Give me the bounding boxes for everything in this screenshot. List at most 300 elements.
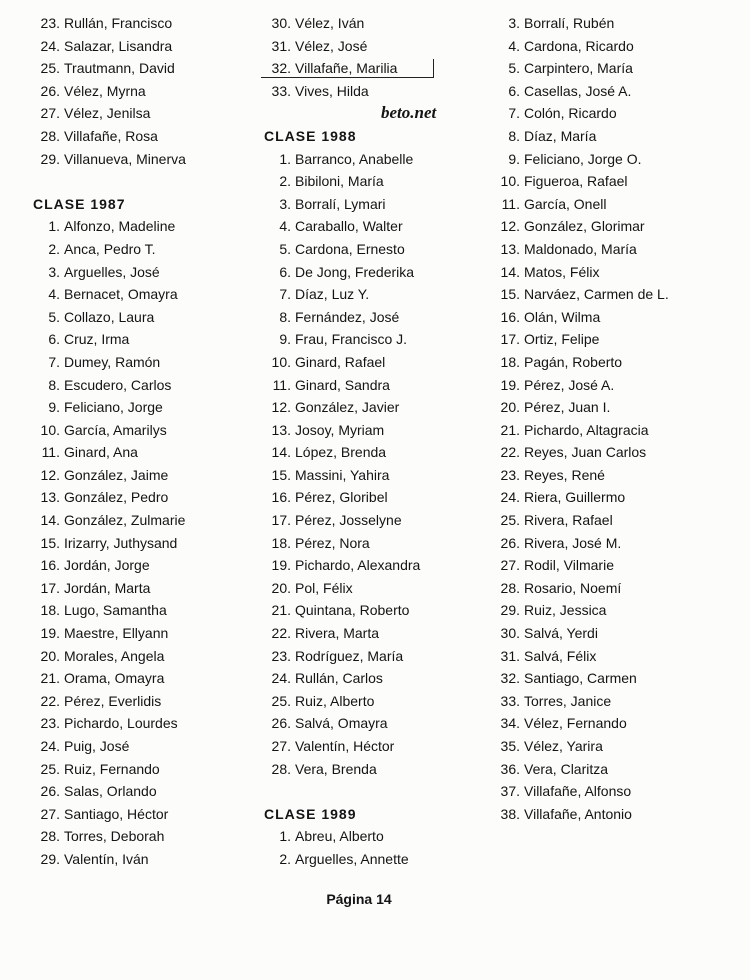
roster-entry: [490, 374, 740, 397]
entry-number: 28.: [40, 828, 60, 845]
student-name: Feliciano, Jorge: [64, 399, 163, 416]
entry-number: 9.: [48, 399, 60, 416]
entry-number: 30.: [500, 625, 520, 642]
entry-number: 19.: [271, 557, 291, 574]
entry-number: 5.: [508, 60, 520, 77]
entry-number: 22.: [271, 625, 291, 642]
entry-number: 27.: [500, 557, 520, 574]
roster-entry: [261, 690, 491, 713]
entry-number: 10.: [40, 421, 60, 438]
roster-entry: [261, 148, 491, 171]
entry-number: 4.: [508, 37, 520, 54]
student-name: Salas, Orlando: [64, 783, 157, 800]
student-name: Borralí, Rubén: [524, 15, 615, 31]
student-name: Villafañe, Alfonso: [524, 783, 632, 800]
roster-entry: [30, 238, 250, 261]
student-name: González, Jaime: [64, 466, 169, 483]
student-name: Villanueva, Minerva: [64, 150, 186, 167]
roster-entry: [490, 35, 740, 58]
entry-number: 31.: [500, 647, 520, 664]
roster-entry: [490, 690, 740, 713]
student-name: García, Amarilys: [64, 421, 167, 438]
roster-entry: [490, 419, 740, 442]
entry-number: 16.: [271, 489, 291, 506]
entry-number: 4.: [48, 286, 60, 303]
roster-entry: [30, 509, 250, 532]
student-name: Alfonzo, Madeline: [64, 218, 176, 235]
student-name: Collazo, Laura: [64, 308, 155, 325]
roster-entry: [490, 396, 740, 419]
student-name: Pichardo, Lourdes: [64, 715, 178, 732]
student-name: Reyes, Juan Carlos: [524, 444, 647, 461]
student-name: Arguelles, José: [64, 263, 160, 280]
student-name: García, Onell: [524, 195, 607, 212]
entry-number: 1.: [48, 218, 60, 235]
student-name: Pol, Félix: [295, 579, 353, 596]
roster-entry: [490, 170, 740, 193]
student-name: Reyes, René: [524, 466, 605, 483]
student-name: Pérez, Gloribel: [295, 489, 388, 506]
student-name: Vélez, Myrna: [64, 82, 146, 99]
entry-number: 17.: [271, 512, 291, 529]
student-name: Cruz, Irma: [64, 331, 130, 348]
entry-number: 10.: [500, 173, 520, 190]
student-name: Salvá, Omayra: [295, 715, 388, 732]
roster-entry: [261, 599, 491, 622]
entry-number: 38.: [500, 805, 520, 822]
class-year-heading: CLASE 1987: [33, 195, 126, 212]
student-name: Morales, Angela: [64, 647, 165, 664]
roster-entry: [490, 80, 740, 103]
student-name: Arguelles, Annette: [295, 850, 409, 867]
entry-number: 7.: [508, 105, 520, 122]
entry-number: 21.: [271, 602, 291, 619]
roster-entry: [490, 780, 740, 803]
roster-column-left: [30, 12, 250, 871]
entry-number: 24.: [500, 489, 520, 506]
roster-entry: [30, 599, 250, 622]
student-name: Bernacet, Omayra: [64, 286, 178, 303]
entry-number: 17.: [40, 579, 60, 596]
student-name: Josoy, Myriam: [295, 421, 385, 438]
entry-number: 33.: [271, 82, 291, 99]
student-name: Pérez, Nora: [295, 534, 370, 551]
roster-column-middle: [261, 12, 491, 871]
roster-entry: [261, 215, 491, 238]
entry-number: 20.: [271, 579, 291, 596]
roster-entry: [261, 622, 491, 645]
student-name: Puig, José: [64, 738, 130, 754]
student-name: Maestre, Ellyann: [64, 625, 169, 642]
roster-entry: [490, 667, 740, 690]
roster-entry: [490, 803, 740, 826]
page-number-footer: Página 14: [326, 891, 392, 907]
entry-number: 6.: [508, 82, 520, 99]
student-name: Massini, Yahira: [295, 466, 390, 483]
entry-number: 19.: [500, 376, 520, 393]
entry-number: 15.: [500, 286, 520, 303]
roster-entry: [30, 125, 250, 148]
roster-entry: [261, 825, 491, 848]
entry-number: 29.: [500, 602, 520, 619]
roster-entry: [261, 328, 491, 351]
entry-number: 24.: [271, 670, 291, 687]
entry-number: 9.: [508, 150, 520, 167]
roster-entry: [490, 441, 740, 464]
roster-entry: [261, 509, 491, 532]
student-name: Pichardo, Altagracia: [524, 421, 649, 438]
roster-entry: [30, 148, 250, 171]
roster-entry: [261, 396, 491, 419]
roster-entry: [30, 758, 250, 781]
student-name: Díaz, María: [524, 127, 597, 144]
roster-entry: [261, 261, 491, 284]
entry-number: 34.: [500, 715, 520, 732]
entry-number: 18.: [271, 534, 291, 551]
roster-entry: [30, 486, 250, 509]
roster-entry: [30, 351, 250, 374]
student-name: Escudero, Carlos: [64, 376, 172, 393]
roster-entry: [30, 825, 250, 848]
roster-entry: [30, 328, 250, 351]
roster-entry: [261, 486, 491, 509]
student-name: López, Brenda: [295, 444, 387, 461]
student-name: Narváez, Carmen de L.: [524, 286, 669, 303]
roster-entry: [490, 238, 740, 261]
entry-number: 21.: [40, 670, 60, 687]
entry-number: 8.: [48, 376, 60, 393]
roster-entry: [490, 148, 740, 171]
entry-number: 18.: [500, 353, 520, 370]
student-name: Maldonado, María: [524, 240, 637, 257]
student-name: Cardona, Ernesto: [295, 240, 405, 257]
roster-entry: [30, 102, 250, 125]
student-name: Pagán, Roberto: [524, 353, 623, 370]
roster-entry: [261, 577, 491, 600]
site-watermark: beto.net: [381, 103, 437, 123]
entry-number: 22.: [500, 444, 520, 461]
student-name: Riera, Guillermo: [524, 489, 626, 506]
student-name: Anca, Pedro T.: [64, 240, 156, 257]
roster-entry: [261, 80, 491, 103]
entry-number: 4.: [279, 218, 291, 235]
entry-number: 2.: [279, 850, 291, 867]
student-name: Salvá, Yerdi: [524, 625, 598, 642]
roster-entry: [30, 577, 250, 600]
student-name: Lugo, Samantha: [64, 602, 167, 619]
entry-number: 1.: [279, 828, 291, 845]
student-name: Jordán, Marta: [64, 579, 151, 596]
entry-number: 20.: [40, 647, 60, 664]
roster-entry: [490, 351, 740, 374]
entry-number: 28.: [40, 127, 60, 144]
roster-entry: [30, 712, 250, 735]
entry-number: 30.: [271, 15, 291, 31]
entry-number: 23.: [271, 647, 291, 664]
roster-entry: [261, 758, 491, 781]
student-name: De Jong, Frederika: [295, 263, 415, 280]
entry-number: 9.: [279, 331, 291, 348]
student-name: Vives, Hilda: [295, 82, 369, 99]
roster-entry: [490, 758, 740, 781]
entry-number: 12.: [271, 399, 291, 416]
entry-number: 32.: [500, 670, 520, 687]
student-name: Carpintero, María: [524, 60, 633, 77]
entry-number: 28.: [271, 760, 291, 777]
entry-number: 11.: [272, 376, 291, 393]
roster-entry: [490, 599, 740, 622]
student-name: Bibiloni, María: [295, 173, 384, 190]
roster-entry: [261, 57, 491, 80]
student-name: Fernández, José: [295, 308, 400, 325]
roster-entry: [490, 12, 740, 35]
roster-entry: [30, 622, 250, 645]
student-name: Ruiz, Alberto: [295, 692, 375, 709]
roster-column-right: [490, 12, 740, 825]
student-name: Pérez, Juan I.: [524, 399, 611, 416]
student-name: Villafañe, Antonio: [524, 805, 632, 822]
roster-entry: [490, 554, 740, 577]
roster-entry: [30, 419, 250, 442]
student-name: Pichardo, Alexandra: [295, 557, 421, 574]
roster-entry: [490, 509, 740, 532]
roster-entry: [490, 125, 740, 148]
roster-entry: [490, 57, 740, 80]
entry-number: 32.: [271, 60, 291, 77]
roster-entry: [490, 712, 740, 735]
roster-entry: [261, 35, 491, 58]
student-name: Rivera, José M.: [524, 534, 622, 551]
roster-entry: [261, 441, 491, 464]
roster-entry: [261, 735, 491, 758]
entry-number: 27.: [40, 805, 60, 822]
student-name: González, Pedro: [64, 489, 169, 506]
entry-number: 25.: [40, 60, 60, 77]
entry-number: 16.: [40, 557, 60, 574]
student-name: Valentín, Iván: [64, 850, 149, 867]
roster-entry: [490, 735, 740, 758]
entry-number: 15.: [40, 534, 60, 551]
roster-entry: [30, 532, 250, 555]
roster-entry: [261, 554, 491, 577]
roster-entry: [490, 283, 740, 306]
roster-entry: [261, 374, 491, 397]
student-name: Pérez, Everlidis: [64, 692, 162, 709]
student-name: Figueroa, Rafael: [524, 173, 628, 190]
student-name: Vélez, Fernando: [524, 715, 627, 732]
entry-number: 29.: [40, 850, 60, 867]
student-name: Vélez, Jenilsa: [64, 105, 151, 122]
student-name: Ruiz, Fernando: [64, 760, 160, 777]
roster-entry: [30, 12, 250, 35]
student-name: Ruiz, Jessica: [524, 602, 607, 619]
entry-number: 6.: [48, 331, 60, 348]
entry-number: 33.: [500, 692, 520, 709]
spacer: [261, 780, 491, 803]
student-name: Salvá, Félix: [524, 647, 597, 664]
entry-number: 1.: [279, 150, 291, 167]
student-name: Dumey, Ramón: [64, 353, 161, 370]
roster-entry: [490, 215, 740, 238]
roster-entry: [30, 215, 250, 238]
entry-number: 17.: [500, 331, 520, 348]
entry-number: 23.: [500, 466, 520, 483]
student-name: Vélez, José: [295, 37, 368, 54]
roster-entry: [30, 690, 250, 713]
roster-entry: [490, 645, 740, 668]
entry-number: 28.: [500, 579, 520, 596]
student-name: Santiago, Héctor: [64, 805, 169, 822]
roster-entry: [30, 35, 250, 58]
entry-number: 2.: [279, 173, 291, 190]
entry-number: 2.: [48, 240, 60, 257]
student-name: Trautmann, David: [64, 60, 175, 77]
roster-entry: [261, 645, 491, 668]
entry-number: 5.: [48, 308, 60, 325]
student-name: Barranco, Anabelle: [295, 150, 414, 167]
entry-number: 37.: [500, 783, 520, 800]
roster-entry: [30, 57, 250, 80]
roster-entry: [261, 532, 491, 555]
entry-number: 13.: [271, 421, 291, 438]
roster-entry: [490, 328, 740, 351]
student-name: Rullán, Carlos: [295, 670, 383, 687]
roster-entry: [30, 803, 250, 826]
entry-number: 14.: [40, 512, 60, 529]
roster-entry: [261, 351, 491, 374]
entry-number: 27.: [271, 738, 291, 754]
entry-number: 13.: [500, 240, 520, 257]
student-name: Ginard, Sandra: [295, 376, 390, 393]
entry-number: 12.: [500, 218, 520, 235]
roster-entry: [30, 80, 250, 103]
entry-number: 7.: [48, 353, 60, 370]
entry-number: 10.: [271, 353, 291, 370]
student-name: Villafañe, Marilia: [295, 60, 398, 77]
entry-number: 3.: [48, 263, 60, 280]
entry-number: 21.: [500, 421, 520, 438]
roster-entry: [490, 464, 740, 487]
entry-number: 24.: [40, 738, 60, 754]
student-name: González, Glorimar: [524, 218, 645, 235]
student-name: Rosario, Noemí: [524, 579, 622, 596]
entry-number: 27.: [40, 105, 60, 122]
student-name: Rodríguez, María: [295, 647, 404, 664]
entry-number: 19.: [40, 625, 60, 642]
roster-entry: [490, 102, 740, 125]
roster-entry: [261, 464, 491, 487]
class-year-heading: CLASE 1989: [264, 805, 357, 822]
student-name: Rivera, Marta: [295, 625, 380, 642]
student-name: Rullán, Francisco: [64, 15, 173, 31]
roster-entry: [261, 712, 491, 735]
student-name: Valentín, Héctor: [295, 738, 395, 754]
roster-entry: [261, 419, 491, 442]
entry-number: 25.: [40, 760, 60, 777]
roster-entry: [30, 464, 250, 487]
student-name: González, Zulmarie: [64, 512, 186, 529]
student-name: Vélez, Yarira: [524, 738, 603, 754]
entry-number: 14.: [271, 444, 291, 461]
roster-entry: [490, 532, 740, 555]
student-name: Vélez, Iván: [295, 15, 365, 31]
student-name: Orama, Omayra: [64, 670, 165, 687]
student-name: Ginard, Ana: [64, 444, 138, 461]
roster-entry: [30, 848, 250, 871]
student-name: Salazar, Lisandra: [64, 37, 173, 54]
entry-number: 8.: [279, 308, 291, 325]
entry-number: 36.: [500, 760, 520, 777]
student-name: Villafañe, Rosa: [64, 127, 158, 144]
entry-number: 25.: [271, 692, 291, 709]
student-name: Quintana, Roberto: [295, 602, 410, 619]
entry-number: 26.: [500, 534, 520, 551]
roster-entry: [30, 261, 250, 284]
entry-number: 12.: [40, 466, 60, 483]
roster-entry: [30, 396, 250, 419]
student-name: Díaz, Luz Y.: [295, 286, 370, 303]
roster-entry: [30, 441, 250, 464]
entry-number: 26.: [271, 715, 291, 732]
entry-number: 31.: [271, 37, 291, 54]
entry-number: 26.: [40, 783, 60, 800]
roster-entry: [30, 283, 250, 306]
student-name: Pérez, José A.: [524, 376, 615, 393]
roster-entry: [261, 283, 491, 306]
roster-entry: [490, 306, 740, 329]
spacer: [30, 170, 250, 193]
student-name: Santiago, Carmen: [524, 670, 637, 687]
highlighted-entry-box: [261, 59, 434, 78]
student-name: Rodil, Vilmarie: [524, 557, 614, 574]
entry-number: 20.: [500, 399, 520, 416]
entry-number: 23.: [40, 715, 60, 732]
student-name: Colón, Ricardo: [524, 105, 617, 122]
roster-entry: [490, 577, 740, 600]
roster-entry: [490, 622, 740, 645]
entry-number: 7.: [279, 286, 291, 303]
student-name: Vera, Claritza: [524, 760, 609, 777]
entry-number: 3.: [508, 15, 520, 31]
roster-entry: [30, 645, 250, 668]
student-name: Feliciano, Jorge O.: [524, 150, 642, 167]
student-name: Matos, Félix: [524, 263, 600, 280]
student-name: Frau, Francisco J.: [295, 331, 408, 348]
student-name: Rivera, Rafael: [524, 512, 613, 529]
entry-number: 11.: [501, 195, 520, 212]
roster-entry: [30, 554, 250, 577]
roster-entry: [261, 667, 491, 690]
student-name: Torres, Deborah: [64, 828, 165, 845]
entry-number: 14.: [500, 263, 520, 280]
entry-number: 35.: [500, 738, 520, 754]
student-name: Abreu, Alberto: [295, 828, 384, 845]
roster-entry: [261, 193, 491, 216]
student-name: Vera, Brenda: [295, 760, 377, 777]
roster-entry: [261, 12, 491, 35]
student-name: Casellas, José A.: [524, 82, 632, 99]
entry-number: 22.: [40, 692, 60, 709]
entry-number: 25.: [500, 512, 520, 529]
entry-number: 11.: [41, 444, 60, 461]
entry-number: 29.: [40, 150, 60, 167]
roster-entry: [30, 374, 250, 397]
student-name: Ginard, Rafael: [295, 353, 386, 370]
student-name: Borralí, Lymari: [295, 195, 386, 212]
entry-number: 24.: [40, 37, 60, 54]
class-year-heading: CLASE 1988: [264, 127, 357, 144]
student-name: Torres, Janice: [524, 692, 612, 709]
